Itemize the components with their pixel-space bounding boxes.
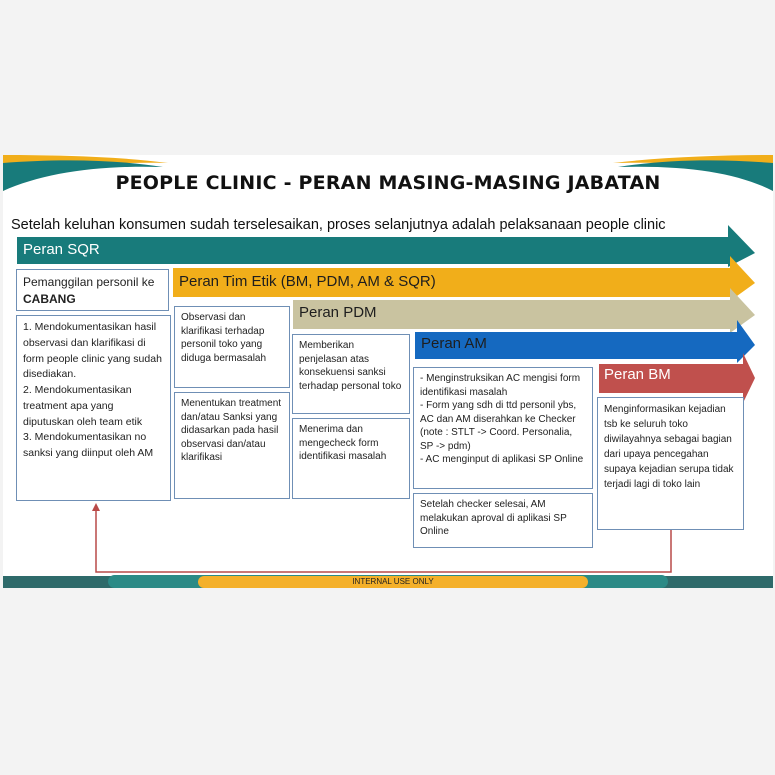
sqr-box-pemanggilan: [16, 269, 169, 311]
label-peran-sqr: Peran SQR: [23, 241, 100, 258]
sqr-box-cabang-text: CABANG: [23, 291, 76, 306]
pdm-box-menerima: [292, 418, 410, 499]
am-box-instruksi: [413, 367, 593, 489]
pdm-box-menerima-text: Menerima dan mengecheck form identifikasi masalah: [299, 424, 387, 462]
label-peran-bm: Peran BM: [604, 366, 671, 383]
tim-etik-box-treatment: [174, 392, 290, 499]
label-peran-am: Peran AM: [421, 335, 487, 352]
sqr-box-dokumentasi: [16, 315, 171, 501]
internal-use-label: INTERNAL USE ONLY: [198, 576, 588, 588]
bm-box-informasi: [597, 397, 744, 530]
tim-etik-box-observasi: [174, 306, 290, 388]
am-box-instruksi-text: - Menginstruksikan AC mengisi form identifikasi masalah - Form yang sdh di ttd personil ybs, AC dan AM diserahkan ke Checker (note : STLT -> Coord. Personalia, SP -> pdm) - AC menginput di aplikasi SP Online: [420, 373, 584, 465]
feedback-arrowhead: [92, 503, 100, 511]
page-title: PEOPLE CLINIC - PERAN MASING-MASING JABATAN: [115, 172, 661, 194]
label-peran-tim-etik: Peran Tim Etik (BM, PDM, AM & SQR): [179, 273, 436, 290]
am-box-aproval: [413, 493, 593, 548]
bm-box-informasi-text: Menginformasikan kejadian tsb ke seluruh toko diwilayahnya sebagai bagian dari upaya pencegahan supaya kejadian serupa tidak terjadi lagi di toko lain: [604, 404, 734, 490]
subtitle: Setelah keluhan konsumen sudah terselesaikan, proses selanjutnya adalah pelaksanaan people clinic: [11, 217, 666, 233]
tim-etik-box-treatment-text: Menentukan treatment dan/atau Sanksi yang didasarkan pada hasil observasi dan/atau klarifikasi: [181, 398, 282, 463]
label-peran-pdm: Peran PDM: [299, 304, 377, 321]
slide: [3, 155, 773, 588]
pdm-box-penjelasan-text: Memberikan penjelasan atas konsekuensi sanksi terhadap personal toko: [299, 340, 402, 392]
sqr-box-dokumentasi-text: 1. Mendokumentasikan hasil observasi dan klarifikasi di form people clinic yang sudah disediakan. 2. Mendokumentasikan treatment apa yang diputuskan oleh team etik 3. Mendokumentasikan no sanksi yang diinput oleh AM: [23, 321, 162, 459]
am-box-aproval-text: Setelah checker selesai, AM melakukan aproval di aplikasi SP Online: [420, 499, 567, 537]
tim-etik-box-observasi-text: Observasi dan klarifikasi terhadap personil toko yang diduga bermasalah: [181, 312, 267, 364]
sqr-box-pemanggilan-text: Pemanggilan personil ke: [23, 275, 155, 289]
arrow-sqr: [17, 225, 755, 267]
pdm-box-penjelasan: [292, 334, 410, 414]
